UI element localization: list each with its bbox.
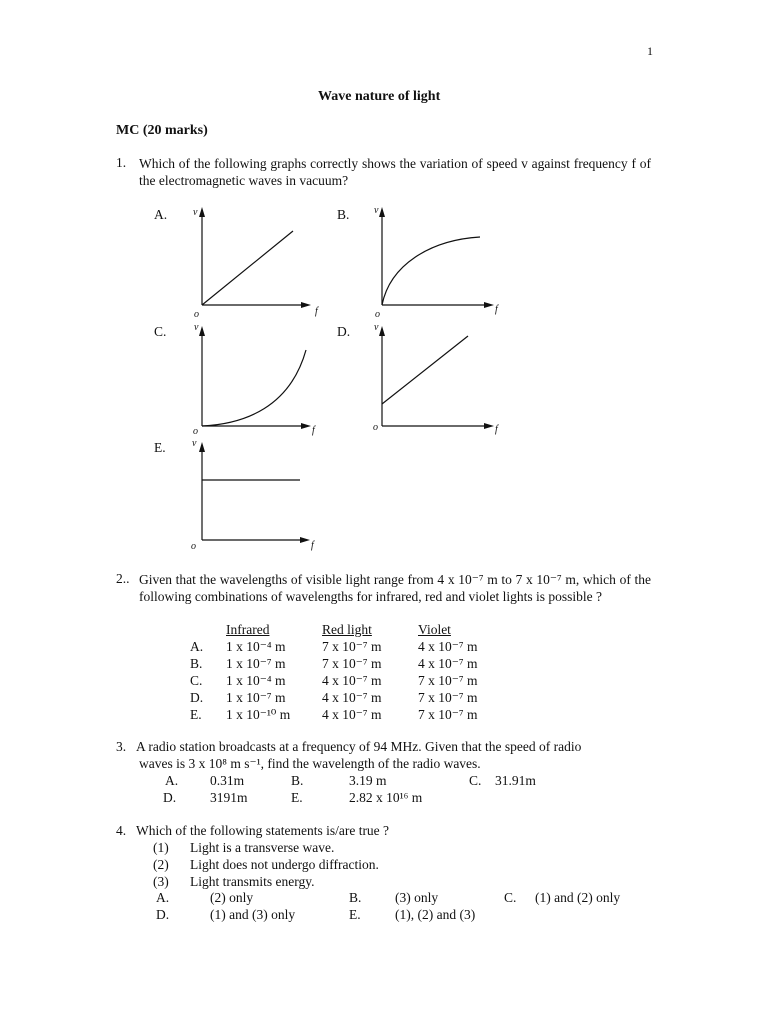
q1-graph-e-label: E. xyxy=(154,440,166,455)
q3-option-e-label: E. xyxy=(291,790,303,805)
q2-option-label: A. xyxy=(190,639,204,654)
q1-graph-d-y-axis: v xyxy=(374,322,379,333)
q3-option-a-label: A. xyxy=(165,773,179,788)
q1-graph-c-label: C. xyxy=(154,324,167,339)
page-title: Wave nature of light xyxy=(318,89,441,104)
q2-violet-value: 7 x 10⁻⁷ m xyxy=(418,690,478,705)
q4-statement-3-text: Light transmits energy. xyxy=(190,874,315,889)
table-header-row xyxy=(190,621,477,638)
q2-infrared-value: 1 x 10⁻¹⁰ m xyxy=(226,707,291,722)
q2-red-value: 7 x 10⁻⁷ m xyxy=(322,656,382,671)
page-number: 1 xyxy=(647,44,653,58)
q4-statement-1-label: (1) xyxy=(153,840,169,855)
q4-option-b-label: B. xyxy=(349,890,362,905)
q4-statement-2-label: (2) xyxy=(153,857,169,872)
q1-graph-e xyxy=(185,438,325,550)
q1-graph-c-x-axis: f xyxy=(312,425,315,436)
table-row xyxy=(190,672,477,689)
q4-statement-1-text: Light is a transverse wave. xyxy=(190,840,335,855)
col-header-infrared: Infrared xyxy=(226,622,270,637)
q1-graph-c-y-axis: v xyxy=(194,322,199,333)
table-row xyxy=(190,689,477,706)
q2-infrared-value: 1 x 10⁻⁷ m xyxy=(226,690,286,705)
q1-graph-b xyxy=(365,205,505,320)
q1-graph-b-label: B. xyxy=(337,207,350,222)
section-heading: MC (20 marks) xyxy=(116,123,208,138)
q3-option-e-value: 2.82 x 10¹⁶ m xyxy=(349,790,423,805)
q3-option-d-value: 3191m xyxy=(210,790,248,805)
q1-graph-e-origin: o xyxy=(191,541,196,552)
q1-graph-a-origin: o xyxy=(194,309,199,320)
q4-text: Which of the following statements is/are true ? xyxy=(136,823,390,838)
q1-graph-a xyxy=(185,205,325,320)
q3-option-b-label: B. xyxy=(291,773,304,788)
q2-violet-value: 7 x 10⁻⁷ m xyxy=(418,707,478,722)
q2-red-value: 7 x 10⁻⁷ m xyxy=(322,639,382,654)
q2-option-label: E. xyxy=(190,707,202,722)
q1-graph-d xyxy=(365,322,505,434)
q1-graph-c-origin: o xyxy=(193,426,198,437)
q2-options-table xyxy=(190,621,477,723)
q3-option-b-value: 3.19 m xyxy=(349,773,387,788)
q2-red-value: 4 x 10⁻⁷ m xyxy=(322,673,382,688)
col-header-violet: Violet xyxy=(418,622,451,637)
q3-option-d-label: D. xyxy=(163,790,177,805)
q2-option-label: B. xyxy=(190,656,203,671)
table-row xyxy=(190,655,477,672)
q2-violet-value: 7 x 10⁻⁷ m xyxy=(418,673,478,688)
q2-infrared-value: 1 x 10⁻⁷ m xyxy=(226,656,286,671)
q2-infrared-value: 1 x 10⁻⁴ m xyxy=(226,639,286,654)
q4-option-d-value: (1) and (3) only xyxy=(210,907,296,922)
table-row xyxy=(190,706,477,723)
q4-statement-3-label: (3) xyxy=(153,874,169,889)
q1-graph-d-x-axis: f xyxy=(495,424,498,435)
q1-graph-d-label: D. xyxy=(337,324,351,339)
col-header-red: Red light xyxy=(322,622,372,637)
q4-option-c-label: C. xyxy=(504,890,517,905)
q4-option-e-label: E. xyxy=(349,907,361,922)
q4-option-a-value: (2) only xyxy=(210,890,254,905)
q2-infrared-value: 1 x 10⁻⁴ m xyxy=(226,673,286,688)
q4-number: 4. xyxy=(116,823,127,838)
q1-graph-a-y-axis: v xyxy=(193,207,198,218)
q2-text: Given that the wavelengths of visible light range from 4 x 10⁻⁷ m to 7 x 10⁻⁷ m, which of the following combinations of wavelengths for infrared, red and violet lights is possible ? xyxy=(139,572,651,604)
q1-graph-a-label: A. xyxy=(154,207,168,222)
q3-option-c-label: C. xyxy=(469,773,482,788)
q1-graph-b-origin: o xyxy=(375,309,380,320)
q4-option-e-value: (1), (2) and (3) xyxy=(395,907,476,922)
q2-red-value: 4 x 10⁻⁷ m xyxy=(322,690,382,705)
q2-option-label: D. xyxy=(190,690,204,705)
q3-option-c-value: 31.91m xyxy=(495,773,536,788)
q2-option-label: C. xyxy=(190,673,203,688)
q1-graph-c xyxy=(185,322,325,437)
q4-option-a-label: A. xyxy=(156,890,170,905)
q1-graph-e-x-axis: f xyxy=(311,540,314,551)
q3-text-line1: A radio station broadcasts at a frequency of 94 MHz. Given that the speed of radio xyxy=(136,739,582,754)
q3-text-line2: waves is 3 x 10⁸ m s⁻¹, find the wavelength of the radio waves. xyxy=(139,756,481,771)
q1-graph-b-x-axis: f xyxy=(495,304,498,315)
q4-option-c-value: (1) and (2) only xyxy=(535,890,621,905)
q2-violet-value: 4 x 10⁻⁷ m xyxy=(418,639,478,654)
q3-number: 3. xyxy=(116,739,127,754)
q2-number: 2.. xyxy=(116,571,130,586)
q4-option-b-value: (3) only xyxy=(395,890,439,905)
q1-graph-a-x-axis: f xyxy=(315,306,318,317)
table-row xyxy=(190,638,477,655)
q1-graph-b-y-axis: v xyxy=(374,205,379,216)
q1-number: 1. xyxy=(116,155,127,170)
q4-option-d-label: D. xyxy=(156,907,170,922)
q3-option-a-value: 0.31m xyxy=(210,773,245,788)
q2-red-value: 4 x 10⁻⁷ m xyxy=(322,707,382,722)
q1-text: Which of the following graphs correctly shows the variation of speed v against frequency f of the electromagnetic waves in vacuum? xyxy=(139,156,651,188)
q4-statement-2-text: Light does not undergo diffraction. xyxy=(190,857,379,872)
q1-graph-d-origin: o xyxy=(373,422,378,433)
q2-violet-value: 4 x 10⁻⁷ m xyxy=(418,656,478,671)
q1-graph-e-y-axis: v xyxy=(192,438,197,449)
